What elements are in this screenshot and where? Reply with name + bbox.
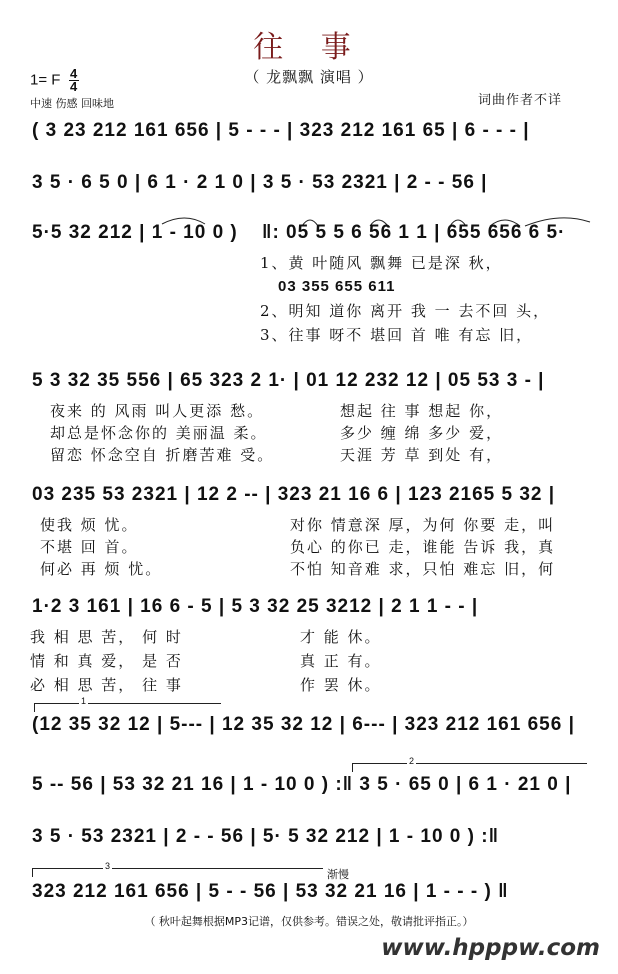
lyric-verse-b-left-3: 留恋 怀念空自 折磨苦难 受。 [50, 446, 275, 464]
volta-number-3: 3 [105, 861, 111, 871]
time-signature [69, 68, 79, 93]
lyric-verse-b-right-2: 多少 缠 绵 多少 爱， [340, 424, 504, 442]
lyric-verse-c-right-2: 负心 的你已 走，谁能 告诉 我，真 [290, 538, 556, 556]
score-row-3-verse: ‖: 05 5 5 6 56 1 1 | 655 656 6 5· [262, 222, 566, 243]
lyric-verse-a-1: 1、黄 叶随风 飘舞 已是深 秋， [260, 254, 503, 272]
transcription-note: （ 秋叶起舞根据MP3记谱，仅供参考。错误之处，敬请批评指正。） [144, 915, 474, 928]
lyric-verse-d-left-1: 我 相 思 苦， 何 时 [30, 628, 183, 646]
ritardando-marking: 渐慢 [327, 868, 349, 881]
lyric-verse-d-right-3: 作 罢 休。 [300, 676, 382, 694]
score-row-4: 5 3 32 35 556 | 65 323 2 1· | 01 12 232 12 | 05 53 3 - | [32, 370, 545, 391]
time-sig-top: 4 [69, 66, 78, 81]
time-sig-bottom: 4 [69, 79, 78, 94]
alt-notes-verse-2: 03 355 655 611 [278, 278, 396, 295]
score-row-7: (12 35 32 12 | 5--- | 12 35 32 12 | 6--- | 323 212 161 656 | [32, 714, 575, 735]
author-credit: 词曲作者不详 [478, 93, 563, 108]
lyric-verse-c-right-3: 不怕 知音难 求，只怕 难忘 旧，何 [290, 560, 556, 578]
key-label: 1= F [30, 71, 61, 89]
score-row-8: 5 -- 56 | 53 32 21 16 | 1 - 10 0 ) :‖ 3 5 · 65 0 | 6 1 · 21 0 | [32, 774, 572, 795]
song-title: 往 事 [253, 30, 365, 65]
score-row-6: 1·2 3 161 | 16 6 - 5 | 5 3 32 25 3212 | 2 1 1 - - | [32, 596, 479, 617]
tempo-marking: 中速 伤感 回味地 [30, 97, 114, 110]
volta-bracket-1 [34, 696, 221, 712]
score-row-9: 3 5 · 53 2321 | 2 - - 56 | 5· 5 32 212 | 1 - 10 0 ) :‖ [32, 826, 500, 847]
lyric-verse-d-right-1: 才 能 休。 [300, 628, 382, 646]
lyric-verse-b-right-3: 天涯 芳 草 到处 有， [340, 446, 504, 464]
lyric-verse-b-left-1: 夜来 的 风雨 叫人更添 愁。 [50, 402, 265, 420]
lyric-verse-b-right-1: 想起 往 事 想起 你， [340, 402, 504, 420]
lyric-verse-c-left-1: 使我 烦 忧。 [40, 516, 139, 534]
score-row-2: 3 5 · 6 5 0 | 6 1 · 2 1 0 | 3 5 · 53 2321 | 2 - - 56 | [32, 172, 488, 193]
lyric-verse-d-left-3: 必 相 思 苦， 往 事 [30, 676, 183, 694]
volta-bracket-3 [32, 861, 323, 877]
lyric-verse-c-left-3: 何必 再 烦 忧。 [40, 560, 163, 578]
lyric-verse-d-right-2: 真 正 有。 [300, 652, 382, 670]
volta-number-2: 2 [409, 756, 415, 766]
lyric-verse-c-right-1: 对你 情意深 厚，为何 你要 走，叫 [290, 516, 556, 534]
lyric-verse-a-3: 3、往事 呀不 堪回 首 唯 有忘 旧， [260, 326, 534, 344]
volta-bracket-2 [352, 756, 587, 772]
singer-credit: （ 龙飘飘 演唱 ） [244, 68, 374, 86]
score-row-5: 03 235 53 2321 | 12 2 -- | 323 21 16 6 | 123 2165 5 32 | [32, 484, 556, 505]
lyric-verse-a-2: 2、明知 道你 离开 我 一 去不回 头， [260, 302, 551, 320]
score-row-10: 323 212 161 656 | 5 - - 56 | 53 32 21 16 | 1 - - - ) ‖ [32, 881, 509, 902]
key-signature [30, 68, 79, 93]
score-row-3-intro: 5·5 32 212 | 1 - 10 0 ) [32, 222, 238, 243]
score-row-1: ( 3 23 212 161 656 | 5 - - - | 323 212 161 65 | 6 - - - | [32, 120, 530, 141]
watermark-link[interactable]: www.hpppw.com [381, 935, 600, 961]
lyric-verse-b-left-2: 却总是怀念你的 美丽温 柔。 [50, 424, 268, 442]
volta-number-1: 1 [81, 696, 87, 706]
lyric-verse-d-left-2: 情 和 真 爱， 是 否 [30, 652, 183, 670]
lyric-verse-c-left-2: 不堪 回 首。 [40, 538, 139, 556]
